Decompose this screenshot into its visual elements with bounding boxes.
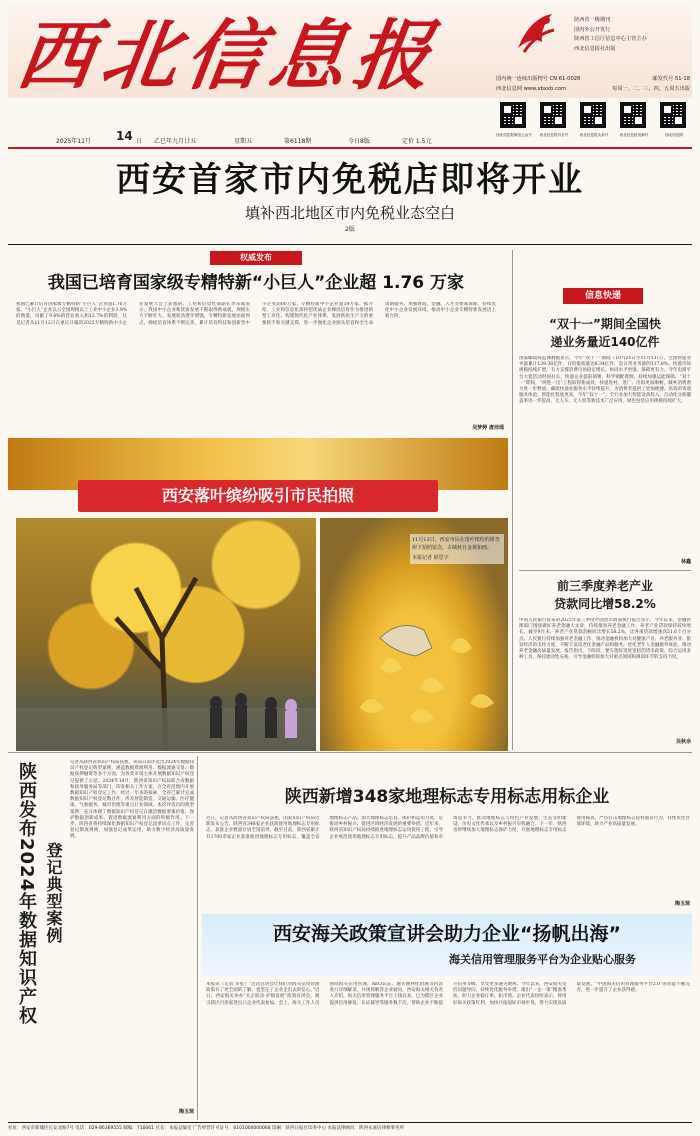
photo-credit: 本报记者 候思宇	[412, 555, 449, 561]
story3-subhead: 海关信用管理服务平台为企业贴心服务	[449, 953, 636, 966]
story-geo-indication[interactable]	[202, 756, 692, 912]
dateline-day-suffix: 日	[136, 138, 143, 145]
photo-feature[interactable]	[8, 438, 508, 751]
story2-byline: 陶玉琼	[674, 901, 690, 907]
masthead-rule	[8, 147, 692, 149]
issn-line	[496, 75, 692, 83]
briefs-column	[512, 250, 692, 750]
post-code: 邮发代号 51-18	[652, 76, 690, 82]
story1-body: 我国已累计培育国家级专精特新“小巨人”企业超1.76万家。“小巨人”企业以占全国规模以上工业中小企业3.9%的数量，贡献了9.6%的营业收入和13.7%的利润，这是记者从11月12日在重庆开幕的2025专精特新中小企业发展大会上获悉的。工业和信息化部副长李乐成表示，我国中小企业和优质发展不断取得新成就，规模实力不断壮大，发展韧劲逐步增强，专精特新发展由面到点、梯度培育体系不断完善，累计培育科技和创新型中小企业超60万家，专精特新中小企业超14万家。据介绍，工业和信息化部将把优质企业梯度培育作为推进新型工业化、构建现代化产业体系、发展新质生产力的重要抓手和关键支撑，进一步强化企业源头培育和全生命周期服务，加强财政、金融、人才等要素保障，持续优化中小企业发展环境，推动中小企业专精特新发展迈上新台阶。	[16, 302, 496, 326]
dateline-issue: 第6118期	[284, 138, 312, 145]
photo-caption-text: 11月13日，西安市民在落叶缤纷的银杏树下拍照留念，古城秋日金黄如画。	[412, 537, 500, 551]
brief-loans-headline-1[interactable]: 前三季度养老产业	[556, 579, 653, 593]
lead-page-ref[interactable]: 2版	[345, 226, 355, 233]
side-story-byline: 陶玉琼	[178, 1109, 194, 1115]
brief-express[interactable]	[519, 312, 691, 574]
photo-feature-title[interactable]: 西安落叶缤纷吸引市民拍照	[78, 480, 438, 512]
story2-body: 近日，记者从陕西省知识产权局获悉，国家知识产权局近期发布公告，陕西省348家企业获准使用地理标志专用标志，获准企业数量位居全国前列。截至目前，陕西省累计有1700余家企业获准使用地理标志专用标志，覆盖全省地理标志产品。加大地理标志培育、保护和运用力度，是推动乡村振兴、促进区域经济发展的重要举措。近年来，陕西省知识产权局持续推进地理标志运用促进工程，引导企业规范使用地理标志专用标志，提升产品品牌价值和市场竞争力，推动地理标志与特色产业发展、生态文明建设、历史文化传承以及乡村振兴有机融合。下一步，陕西省将继续加大地理标志保护力度，开展地理标志专用标志使用核查，严厉打击地理标志侵权假冒行为，持续优化营商环境，助力产业高质量发展。	[206, 816, 690, 840]
brief-express-body: 国家邮政局监测数据显示，今年“双十一”期间（10月21日至11月11日），全国快递业务量累计139.38亿件，日均揽收量达6.34亿件，是日常业务量的117.8%。快递市场规模持续扩增，有力支撑消费市场稳定增长。协同水平更强，保障更有力。今年电商平台大促活动时间拉长，快递企业提前部署，科学调配资源，持续加强运能保障。“双十一”期间，“两进一出”工程取得新成效，快递进村、进厂、出海更加顺畅，城乡消费潜力进一步释放。邮政快递业服务水平持续提升，为消费者提供了更加便捷、高效的寄递服务体验。智能化程度更高，今年“双十一”，全行业加大智能设备投入，自动化分拣覆盖率进一步提高，无人车、无人机等新技术广泛应用，绿色包装应用规模持续扩大。	[519, 356, 691, 405]
lead-rule	[8, 244, 692, 245]
dateline-year-month: 2025年11月	[56, 138, 91, 145]
qr-code[interactable]	[660, 102, 686, 128]
side-story-body: 记者从陕西省知识产权局获悉，该局日前评选出2024年数据知识产权登记典型案例，涵盖数据资源利用、数据流通交易、数据质押融资等多个方面，为各类市场主体开展数据知识产权登记提供了示范。2024年10月，陕西省知识产权局联合省数据和政务服务局等部门，印发相关工作方案，在全省范围内开展数据知识产权登记工作。经过一年多的探索，全省已累计完成数据知识产权登记数百件，涉及智能制造、交通运输、医疗健康、气象服务、城市治理等重点行业领域。本次评选出的典型案例，充分体现了数据知识产权登记在激活数据要素价值、保护数据创新成果、促进数据流通利用方面的积极作用。下一步，陕西省将持续深化数据知识产权登记改革试点工作，完善登记制度规则，加强登记成果运用，助力数字经济高质量发展。	[70, 760, 194, 840]
lead-story[interactable]	[8, 156, 692, 236]
story2-headline[interactable]: 陕西新增348家地理标志专用标志用标企业	[284, 787, 610, 807]
brief-loans-body: 中国人民银行发布的2025年第三季度中国货币政策执行报告显示，今年以来，金融管理部门围绕做好养老金融大文章，持续推进养老金融工作，养老产业贷款保持较快增长。截至9月末，养老产业贷款余额同比增长58.2%，比各项贷款增速高51.6个百分点。人民银行持续加强养老金融工作，推动金融机构加大对健康产业、养老服务业、银发经济的支持力度，不断丰富适老化金融产品和服务，优化老年人金融服务体验，推动养老金融高质量发展。报告指出，下阶段，要实施好适度宽松的货币政策，综合运用多种工具，保持流动性充裕，引导金融机构加大对重点领域和薄弱环节的支持力度。	[519, 618, 691, 661]
briefs-divider	[519, 570, 691, 571]
story3-body: 本报讯（记者 李星）“这次宣讲会让我们对海关信用管理政策有了更全面的了解，也坚定了企业走出去的信心。”近日，西安海关举办“关企联动·护航发展”政策宣讲会，吸引辖区百余家进出口企业代表参加。会上，海关工作人员围绕海关信用管理、AEO认证、通关便利化措施等内容进行详细解读，并现场解答企业疑问。西安海关相关负责人介绍，海关信用管理服务平台上线以来，已为辖区企业提供信用修复、认证辅导等服务数千次，帮助企业不断提升信用等级，享受更多通关便利。今年以来，西安海关坚持问题导向，持续优化服务举措，推出“一企一策”精准帮扶，助力企业稳订单、拓市场。企业代表纷纷表示，将用好海关政策红利，加快开拓国际市场步伐，努力实现高质量发展。“中国海关信用管理服务平台2.0”的功能不断完善，进一步提升了企业获得感。	[206, 982, 690, 1006]
website-line	[496, 85, 692, 93]
side-title-a[interactable]: 陕西发布2024年数据知识产权	[16, 762, 37, 1026]
brief-express-headline-1[interactable]: “双十一”期间全国快	[549, 317, 661, 331]
brief-express-headline-2[interactable]: 递业务量近140亿件	[550, 335, 660, 349]
brief-loans[interactable]	[519, 576, 691, 748]
qr-code[interactable]	[500, 102, 526, 128]
briefs-tag: 信息快递	[563, 288, 643, 304]
story1-byline: 吴梦婷 唐沛瑶	[472, 425, 504, 431]
qr-caption: 西北信息报头条号	[579, 133, 609, 137]
dateline-lunar: 乙巳年九月廿五	[154, 138, 197, 145]
dateline-weekday: 星期五	[234, 138, 253, 145]
lead-subhead: 填补西北地区市内免税业态空白	[244, 204, 455, 222]
qr-caption: 西北信息报视频号	[619, 133, 649, 137]
right-line: 陕西省工信厅信息中心主管主办	[574, 36, 647, 42]
masthead-right-lines	[574, 16, 690, 54]
masthead-title: 西北信息报	[11, 11, 445, 100]
photo-caption	[410, 534, 504, 564]
right-line: 陕西省一级期刊	[574, 17, 611, 23]
dateline	[8, 129, 488, 146]
qr-caption: 西北信息网	[665, 133, 683, 137]
brief-loans-headline-2[interactable]: 贷款同比增58.2%	[554, 597, 656, 611]
footer: 社址：西安市新城区长安北路7号 电话：029-86369555 邮编：710061 社长：本报总编室 广告经营许可证号：6101004000068 印刷：陕西日报社印务中心 本报法律顾问：陕西永嘉信律师事务所	[8, 1126, 404, 1131]
issn: 国内统一连续出版物号 CN 61-0028	[496, 76, 581, 82]
qr-caption: 西北信息报抖音号	[539, 133, 569, 137]
story1-tag: 权威发布	[210, 251, 302, 265]
right-line: 西北信息报社出版	[574, 45, 616, 52]
dateline-pages: 今日8版	[348, 138, 370, 145]
story-customs[interactable]	[202, 912, 692, 1120]
schedule: 每周一、二、三、四、五周五出版	[612, 86, 690, 92]
right-line: 国内外公开发行	[574, 26, 611, 33]
dateline-price: 定价 1.5元	[402, 138, 432, 145]
brief-loans-byline: 吴秋余	[675, 739, 691, 745]
side-title-b[interactable]: 登记典型案例	[44, 842, 63, 944]
qr-caption: 西北信息报微信公众号	[496, 133, 532, 137]
story-data-ip[interactable]	[8, 756, 198, 1120]
brief-express-byline: 林鑫	[680, 559, 691, 565]
qr-code[interactable]	[540, 102, 566, 128]
emblem-icon	[512, 8, 558, 58]
dateline-day: 14	[116, 129, 133, 143]
qr-code[interactable]	[580, 102, 606, 128]
story3-headline[interactable]: 西安海关政策宣讲会助力企业“扬帆出海”	[273, 923, 621, 945]
lead-headline[interactable]: 西安首家市内免税店即将开业	[116, 160, 584, 200]
website[interactable]: 西北信息网 www.xbxxb.com	[496, 86, 567, 92]
masthead	[0, 0, 700, 146]
photo-ginkgo-tree[interactable]	[16, 518, 316, 751]
footer-rule	[8, 1122, 692, 1123]
story1-headline[interactable]: 我国已培育国家级专精特新“小巨人”企业超 1.76 万家	[47, 273, 465, 293]
qr-row	[494, 102, 694, 144]
story-small-giants[interactable]	[8, 250, 504, 436]
qr-code[interactable]	[620, 102, 646, 128]
mid-rule	[8, 752, 692, 753]
